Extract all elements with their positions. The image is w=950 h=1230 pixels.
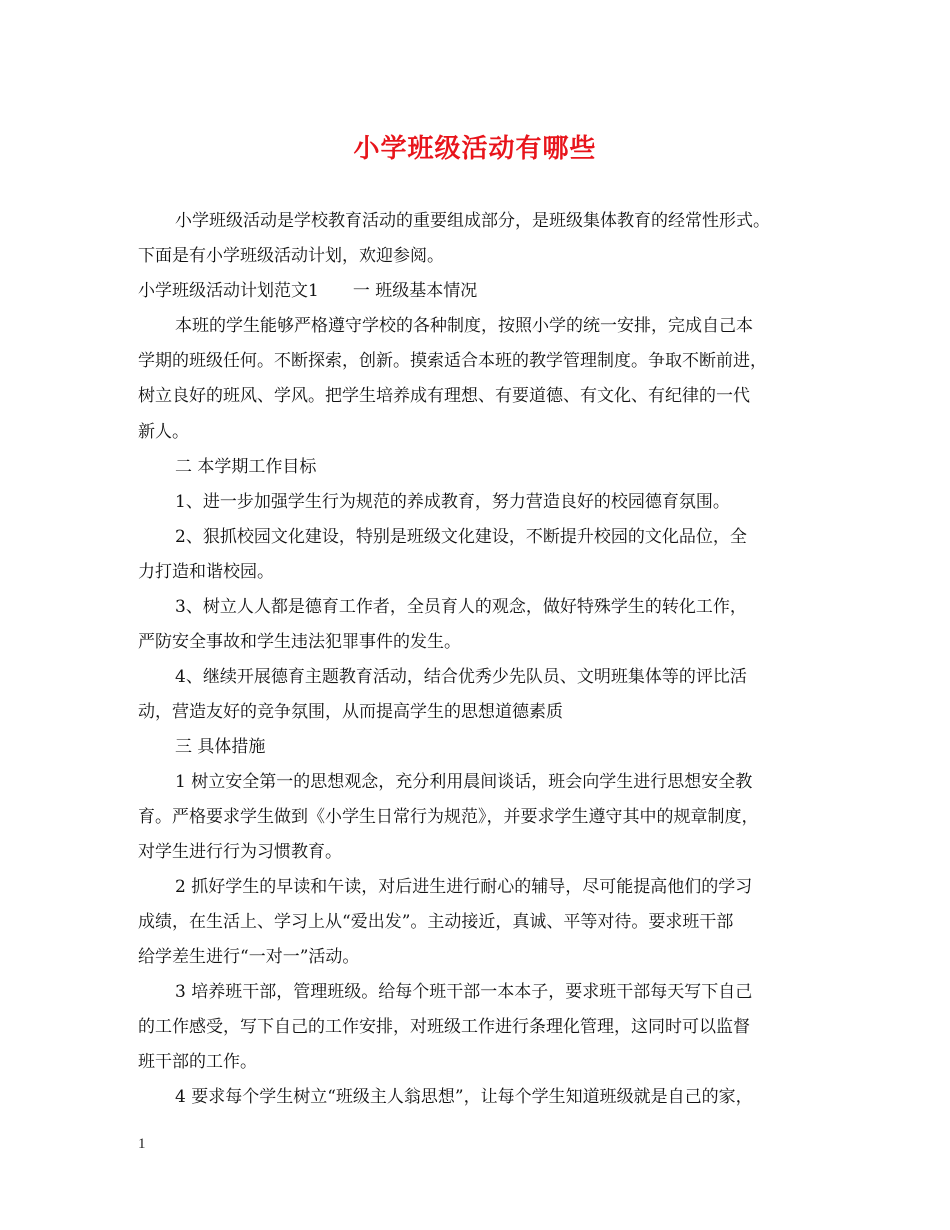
paragraph-line: 给学差生进行“一对一”活动。 xyxy=(138,947,360,967)
section-heading: 二 本学期工作目标 xyxy=(175,457,317,477)
paragraph-line: 严防安全事故和学生违法犯罪事件的发生。 xyxy=(138,632,461,652)
paragraph-line: 4、继续开展德育主题教育活动，结合优秀少先队员、文明班集体等的评比活 xyxy=(175,667,747,687)
page-number: 1 xyxy=(138,1136,146,1152)
paragraph-line: 1 树立安全第一的思想观念，充分利用晨间谈话，班会向学生进行思想安全教 xyxy=(175,772,753,792)
paragraph-line: 对学生进行行为习惯教育。 xyxy=(138,842,342,862)
paragraph-line: 下面是有小学班级活动计划，欢迎参阅。 xyxy=(138,246,444,266)
paragraph-line: 新人。 xyxy=(138,422,189,442)
paragraph-line: 小学班级活动是学校教育活动的重要组成部分，是班级集体教育的经常性形式。 xyxy=(175,211,770,231)
paragraph-line: 树立良好的班风、学风。把学生培养成有理想、有要道德、有文化、有纪律的一代 xyxy=(138,386,750,406)
paragraph-line: 学期的班级任何。不断探索，创新。摸索适合本班的教学管理制度。争取不断前进， xyxy=(138,351,767,371)
paragraph-line: 1、进一步加强学生行为规范的养成教育，努力营造良好的校园德育氛围。 xyxy=(175,492,730,512)
paragraph-line: 4 要求每个学生树立“班级主人翁思想”，让每个学生知道班级就是自己的家， xyxy=(175,1087,753,1107)
paragraph-line: 成绩，在生活上、学习上从“爱出发”。主动接近，真诚、平等对待。要求班干部 xyxy=(138,912,734,932)
paragraph-line: 3、树立人人都是德育工作者，全员育人的观念，做好特殊学生的转化工作， xyxy=(175,597,747,617)
document-title: 小学班级活动有哪些 xyxy=(353,134,597,164)
paragraph-line: 的工作感受，写下自己的工作安排，对班级工作进行条理化管理，这同时可以监督 xyxy=(138,1017,750,1037)
paragraph-line: 3 培养班干部，管理班级。给每个班干部一本本子，要求班干部每天写下自己 xyxy=(175,982,753,1002)
section-heading: 三 具体措施 xyxy=(175,737,266,757)
paragraph-line: 班干部的工作。 xyxy=(138,1052,257,1072)
paragraph-line: 育。严格要求学生做到《小学生日常行为规范》，并要求学生遵守其中的规章制度， xyxy=(138,807,759,827)
section-heading: 小学班级活动计划范文1 一 班级基本情况 xyxy=(138,281,478,301)
paragraph-line: 2 抓好学生的早读和午读，对后进生进行耐心的辅导，尽可能提高他们的学习 xyxy=(175,877,753,897)
paragraph-line: 动，营造友好的竞争氛围，从而提高学生的思想道德素质 xyxy=(138,702,563,722)
paragraph-line: 本班的学生能够严格遵守学校的各种制度，按照小学的统一安排，完成自己本 xyxy=(175,316,753,336)
paragraph-line: 2、狠抓校园文化建设，特别是班级文化建设，不断提升校园的文化品位，全 xyxy=(175,527,747,547)
paragraph-line: 力打造和谐校园。 xyxy=(138,562,274,582)
